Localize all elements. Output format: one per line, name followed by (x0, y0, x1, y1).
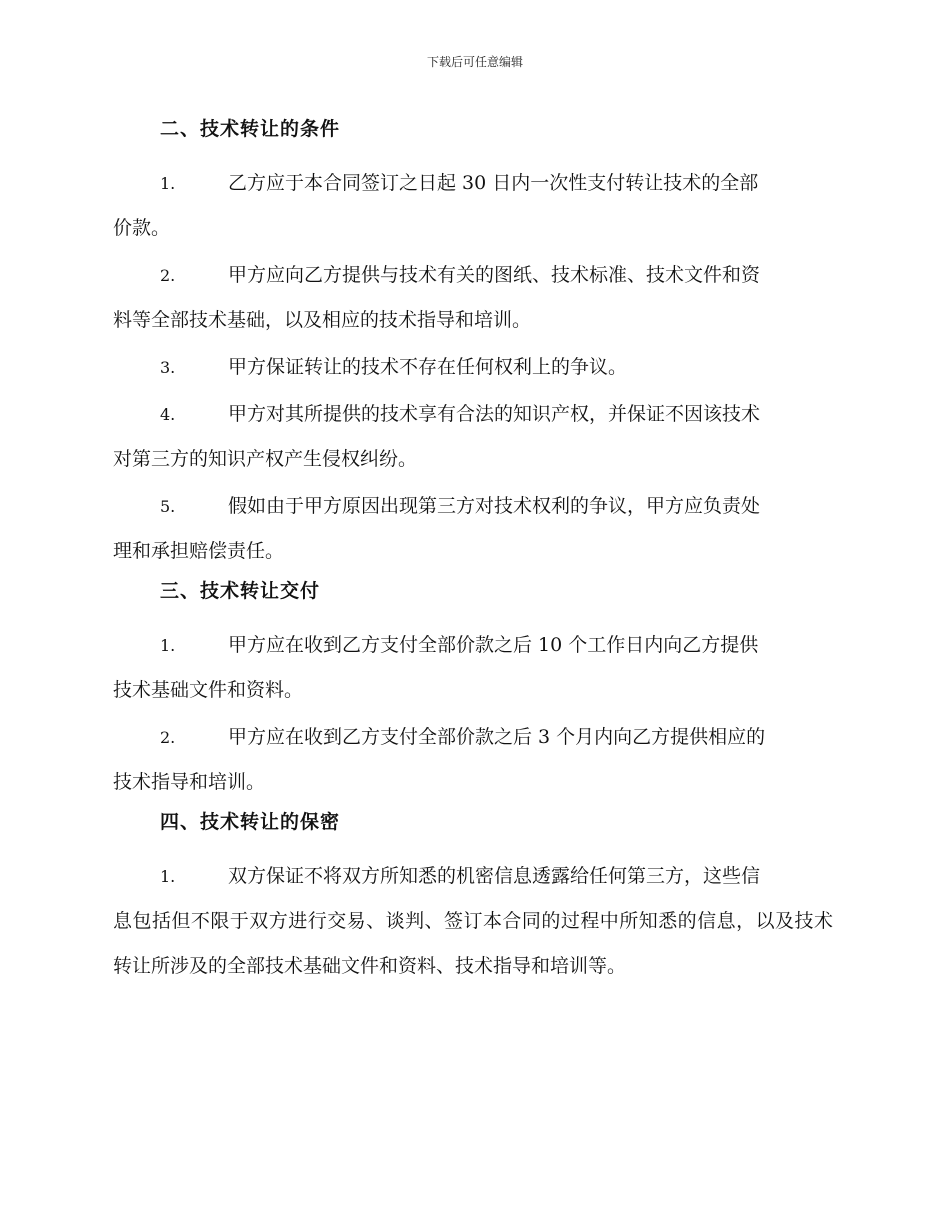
clause-text-line1: 双方保证不将双方所知悉的机密信息透露给任何第三方，这些信 (228, 865, 761, 887)
clause-text-line1: 甲方应向乙方提供与技术有关的图纸、技术标准、技术文件和资 (228, 264, 761, 286)
page-header: 下载后可任意编辑 (426, 55, 523, 69)
clause-item (113, 392, 833, 482)
clause-text-line1: 甲方应在收到乙方支付全部价款之后 3 个月内向乙方提供相应的 (228, 726, 766, 748)
clause-text-rest: 料等全部技术基础，以及相应的技术指导和培训。 (113, 309, 532, 331)
section-confidentiality (113, 807, 833, 989)
clause-item (113, 854, 833, 989)
clause-text-line1: 假如由于甲方原因出现第三方对技术权利的争议，甲方应负责处 (228, 495, 761, 517)
clause-text-line1: 甲方对其所提供的技术享有合法的知识产权，并保证不因该技术 (228, 403, 761, 425)
clause-item (113, 715, 833, 805)
clause-text-rest: 对第三方的知识产权产生侵权纠纷。 (113, 448, 418, 470)
clause-number: 1. (160, 174, 176, 193)
document-body (113, 114, 833, 991)
section-delivery (113, 576, 833, 805)
clause-text-line1: 甲方保证转让的技术不存在任何权利上的争议。 (228, 356, 628, 378)
clause-text-rest: 理和承担赔偿责任。 (113, 540, 285, 562)
clause-text-rest: 息包括但不限于双方进行交易、谈判、签订本合同的过程中所知悉的信息，以及技术转让所涉及的全部技术基础文件和资料、技术指导和培训等。 (113, 910, 833, 977)
section-heading: 四、技术转让的保密 (160, 811, 341, 833)
section-conditions (113, 114, 833, 574)
clause-number: 5. (160, 497, 176, 516)
clause-number: 1. (160, 636, 176, 655)
section-heading: 三、技术转让交付 (160, 580, 321, 602)
clause-item (113, 161, 833, 251)
clause-number: 2. (160, 266, 176, 285)
clause-text-line1: 甲方应在收到乙方支付全部价款之后 10 个工作日内向乙方提供 (228, 634, 759, 656)
clause-number: 1. (160, 867, 176, 886)
clause-text-line1: 乙方应于本合同签订之日起 30 日内一次性支付转让技术的全部 (228, 172, 759, 194)
clause-number: 4. (160, 405, 176, 424)
clause-item (113, 345, 833, 390)
section-heading: 二、技术转让的条件 (160, 118, 341, 140)
clause-text-rest: 价款。 (113, 217, 171, 239)
clause-number: 3. (160, 358, 176, 377)
clause-item (113, 484, 833, 574)
clause-item (113, 623, 833, 713)
clause-text-rest: 技术基础文件和资料。 (113, 679, 304, 701)
clause-item (113, 253, 833, 343)
clause-text-rest: 技术指导和培训。 (113, 771, 266, 793)
clause-number: 2. (160, 728, 176, 747)
